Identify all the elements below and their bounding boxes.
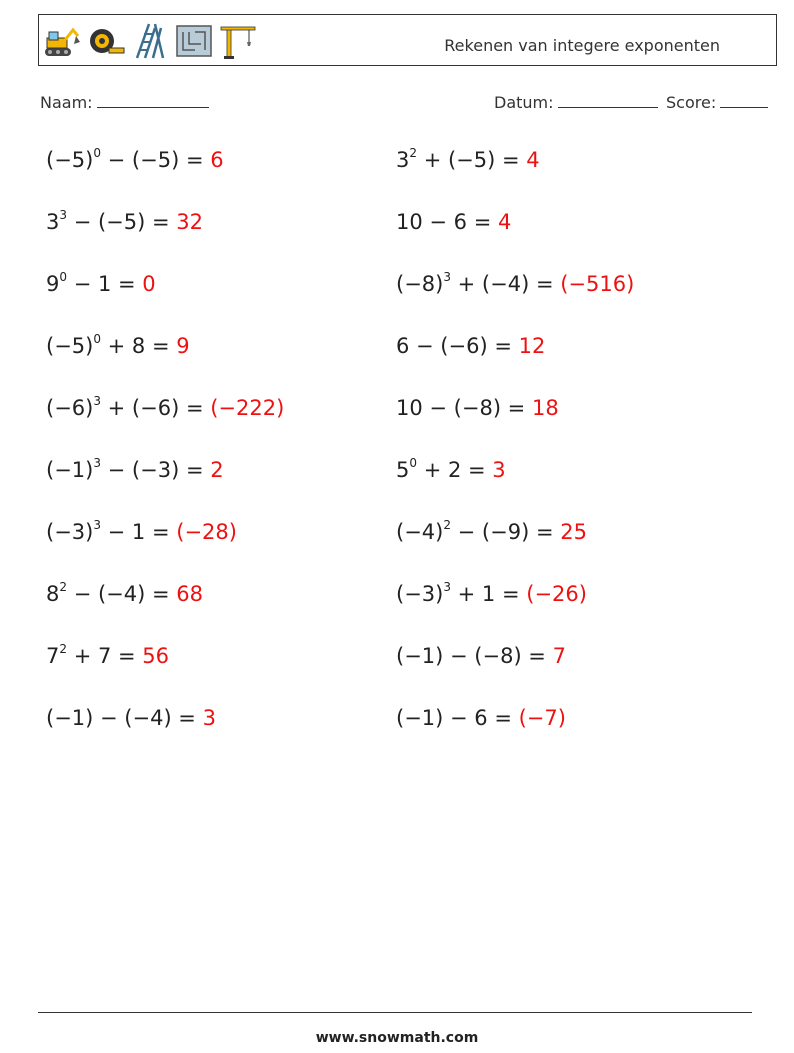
score-label: Score:	[666, 93, 717, 112]
problem-item	[46, 698, 396, 760]
problem-exponent: 3	[93, 456, 101, 470]
footer-url[interactable]: www.snowmath.com	[315, 1030, 479, 1046]
problem-base: (−1)	[46, 458, 94, 482]
problem-base: (−1) − (−8) =	[396, 644, 553, 668]
problem-exponent: 0	[59, 270, 68, 284]
problem-rest: + 1 =	[450, 582, 527, 606]
problem-item	[396, 574, 746, 636]
problem-exponent: 2	[443, 518, 451, 532]
problem-rest: − 1 =	[67, 272, 143, 296]
score-field[interactable]	[666, 93, 768, 112]
ladder-icon	[131, 22, 169, 60]
problem-rest: + 7 =	[67, 644, 143, 668]
name-label: Naam:	[40, 93, 93, 112]
problem-rest: + (−6) =	[100, 396, 211, 420]
problem-base: (−8)	[396, 272, 444, 296]
problem-answer: (−28)	[176, 520, 237, 544]
problem-answer: 32	[176, 210, 203, 234]
problem-exponent: 3	[443, 580, 451, 594]
problem-answer: 3	[202, 706, 216, 730]
problem-exponent: 3	[443, 270, 451, 284]
name-field[interactable]	[40, 93, 209, 112]
problem-base: (−6)	[46, 396, 94, 420]
header-box	[38, 14, 777, 66]
problem-base: (−1) − 6 =	[396, 706, 519, 730]
problem-answer: (−7)	[518, 706, 566, 730]
problem-answer: 7	[552, 644, 566, 668]
crane-icon	[219, 22, 257, 60]
problem-base: (−1) − (−4) =	[46, 706, 203, 730]
footer-divider	[38, 1012, 752, 1013]
problem-item	[46, 202, 396, 264]
problem-item	[46, 574, 396, 636]
problem-exponent: 0	[93, 332, 101, 346]
problem-rest: − (−9) =	[450, 520, 561, 544]
problem-rest: − 1 =	[100, 520, 177, 544]
date-blank[interactable]	[558, 94, 658, 108]
problem-item	[396, 698, 746, 760]
problem-answer: 68	[176, 582, 203, 606]
problem-item	[396, 636, 746, 698]
name-blank[interactable]	[97, 94, 209, 108]
icon-strip	[43, 22, 257, 60]
problem-answer: 18	[531, 396, 559, 420]
excavator-icon	[43, 22, 81, 60]
problem-base: 7	[46, 644, 60, 668]
problem-answer: 56	[142, 644, 170, 668]
problem-base: 3	[396, 148, 410, 172]
problem-item	[396, 326, 746, 388]
problem-answer: 4	[526, 148, 540, 172]
problem-answer: 9	[176, 334, 190, 358]
problem-answer: (−26)	[526, 582, 587, 606]
problem-rest: − (−5) =	[100, 148, 211, 172]
problem-base: 5	[396, 458, 410, 482]
maze-icon	[175, 22, 213, 60]
problem-exponent: 2	[409, 146, 418, 160]
problem-rest: + (−5) =	[417, 148, 527, 172]
problem-item	[46, 264, 396, 326]
problem-rest: + 2 =	[417, 458, 493, 482]
problem-item	[396, 512, 746, 574]
problem-item	[46, 636, 396, 698]
problem-item	[396, 450, 746, 512]
problem-exponent: 2	[59, 580, 68, 594]
problem-exponent: 3	[93, 518, 101, 532]
problem-base: 6 − (−6) =	[396, 334, 519, 358]
date-field[interactable]	[494, 93, 658, 112]
date-label: Datum:	[494, 93, 554, 112]
problem-answer: 12	[518, 334, 546, 358]
problem-answer: 6	[210, 148, 224, 172]
problem-base: (−3)	[396, 582, 444, 606]
problem-item	[46, 140, 396, 202]
problem-rest: − (−3) =	[100, 458, 211, 482]
problem-base: (−4)	[396, 520, 444, 544]
problem-answer: 3	[492, 458, 506, 482]
problem-item	[46, 388, 396, 450]
problem-rest: + 8 =	[100, 334, 177, 358]
problem-exponent: 3	[59, 208, 68, 222]
score-blank[interactable]	[720, 94, 768, 108]
problem-base: 9	[46, 272, 60, 296]
problem-item	[46, 450, 396, 512]
problem-exponent: 0	[409, 456, 418, 470]
problem-grid	[46, 140, 746, 760]
problem-base: 3	[46, 210, 60, 234]
problem-answer: 25	[560, 520, 587, 544]
problem-base: 8	[46, 582, 60, 606]
tape-measure-icon	[87, 22, 125, 60]
problem-answer: 2	[210, 458, 224, 482]
problem-answer: 0	[142, 272, 156, 296]
problem-item	[396, 140, 746, 202]
problem-base: 10 − (−8) =	[396, 396, 532, 420]
problem-item	[396, 202, 746, 264]
problem-base: (−5)	[46, 148, 94, 172]
problem-item	[396, 264, 746, 326]
problem-base: (−5)	[46, 334, 94, 358]
problem-answer: 4	[497, 210, 512, 234]
problem-base: 10 − 6 =	[396, 210, 498, 234]
problem-exponent: 2	[59, 642, 68, 656]
problem-item	[46, 512, 396, 574]
problem-item	[396, 388, 746, 450]
problem-rest: − (−5) =	[67, 210, 177, 234]
problem-exponent: 3	[93, 394, 101, 408]
problem-base: (−3)	[46, 520, 94, 544]
problem-answer: (−516)	[560, 272, 635, 296]
problem-rest: − (−4) =	[67, 582, 177, 606]
worksheet-title: Rekenen van integere exponenten	[444, 36, 720, 55]
problem-item	[46, 326, 396, 388]
problem-rest: + (−4) =	[450, 272, 561, 296]
problem-answer: (−222)	[210, 396, 285, 420]
problem-exponent: 0	[93, 146, 101, 160]
